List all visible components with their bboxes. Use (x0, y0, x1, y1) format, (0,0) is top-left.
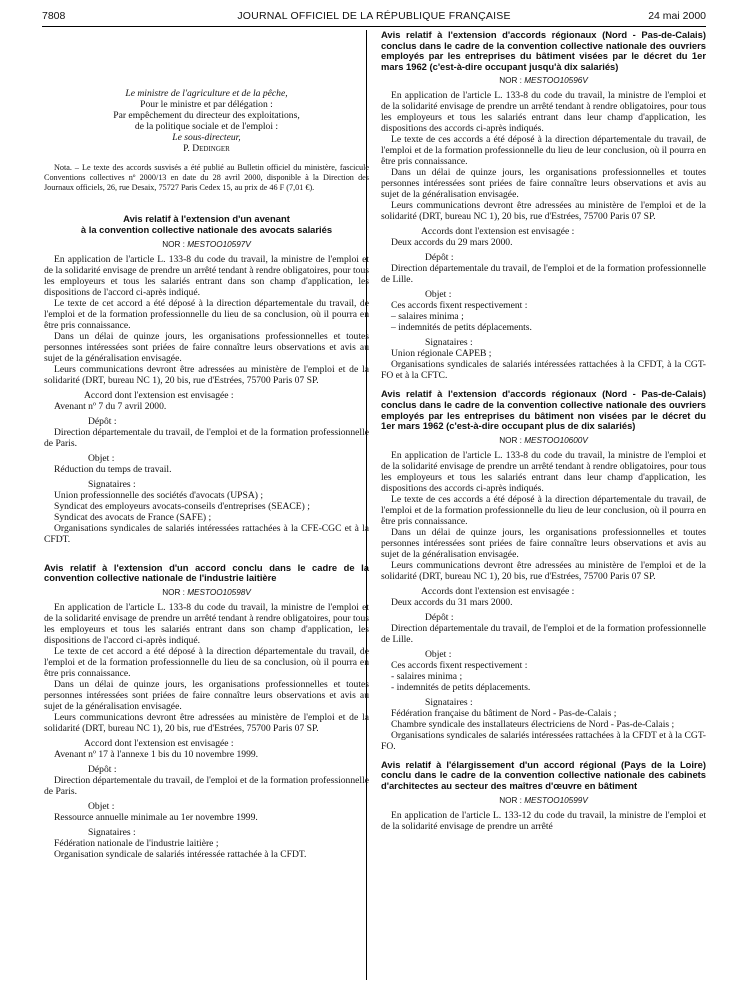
field-value: Deux accords du 31 mars 2000. (391, 596, 513, 608)
field-value: Ressource annuelle minimale au 1er novembre 1999. (54, 811, 258, 823)
paragraph: Le texte de cet accord a été déposé à la direction départementale du travail, de l'emploi et de la formation professionnelle du lieu de sa conclusion, où il pourra en être pris connaissance. (44, 297, 369, 331)
list-item: – salaires minima ; (391, 311, 464, 323)
list-item: - indemnités de petits déplacements. (391, 681, 531, 693)
field-value: Deux accords du 29 mars 2000. (391, 237, 513, 249)
header-rule (42, 26, 706, 27)
field-label: Objet : (425, 289, 452, 301)
nor-label: NOR : (499, 435, 522, 445)
nor-label: NOR : (499, 795, 522, 805)
sign-line: Par empêchement du directeur des exploitations, (113, 110, 300, 121)
field-label: Objet : (88, 452, 115, 464)
notice-industrie-laitiere (44, 563, 369, 860)
signatory: Organisations syndicales de salariés intéressées rattachées à la CFDT, à la CGT-FO et à la CFTC. (381, 359, 706, 382)
paragraph: Leurs communications devront être adressées au ministère de l'emploi et de la solidarité (DRT, bureau NC 1), 20 bis, rue d'Estrées, 75700 Paris 07 SP. (381, 559, 706, 582)
paragraph: Le texte de ces accords a été déposé à la direction départementale du travail, de l'emploi et de la formation professionnelle du lieu de leur conclusion, où il pourra en être pris connaissance. (381, 134, 706, 168)
field-label: Dépôt : (88, 415, 117, 427)
paragraph: Dans un délai de quinze jours, les organisations professionnelles et toutes personnes intéressées sont priées de faire connaître leurs observations et avis au sujet de la généralisation envisagée. (44, 330, 369, 364)
page-number: 7808 (42, 10, 66, 22)
paragraph: Le texte de ces accords a été déposé à la direction départementale du travail, de l'emploi et de la formation professionnelle du lieu de leur conclusion, où il pourra en être pris connaissance. (381, 493, 706, 527)
paragraph: Leurs communications devront être adressées au ministère de l'emploi et de la solidarité (DRT, bureau NC 1), 20 bis, rue d'Estrées, 75700 Paris 07 SP. (44, 363, 369, 386)
signatory: Organisation syndicale de salariés intéressée rattachée à la CFDT. (54, 848, 307, 860)
paragraph: Leurs communications devront être adressées au ministère de l'emploi et de la solidarité (DRT, bureau NC 1), 20 bis, rue d'Estrées, 75700 Paris 07 SP. (44, 711, 369, 734)
field-label: Objet : (88, 800, 115, 812)
paragraph: Dans un délai de quinze jours, les organisations professionnelles et toutes personnes intéressées sont priées de faire connaître leurs observations et avis au sujet de la généralisation envisagée. (44, 678, 369, 712)
field-value: Direction départementale du travail, de l'emploi et de la formation professionnelle de Lille. (381, 263, 706, 286)
nor-reference (381, 435, 706, 446)
nor-reference (44, 239, 369, 250)
list-item: - salaires minima ; (391, 670, 463, 682)
signatory: Union régionale CAPEB ; (391, 348, 492, 360)
signatory: Union professionnelle des sociétés d'avocats (UPSA) ; (54, 489, 264, 501)
page-header (42, 10, 706, 24)
field-value: Ces accords fixent respectivement : (391, 300, 528, 312)
nor-label: NOR : (162, 587, 185, 597)
notice-title: Avis relatif à l'extension d'accords régionaux (Nord - Pas-de-Calais) conclus dans le cadre de la convention collective nationale des ouvriers employés par les entreprises du bâtiment non visées par le décret du 1er mars 1962 (c'est-à-dire occupant plus de dix salariés) (381, 388, 706, 432)
signatory: Organisations syndicales de salariés intéressées rattachées à la CFE-CGC et à la CFDT. (44, 522, 369, 545)
signature-block (44, 88, 369, 154)
field-label: Accord dont l'extension est envisagée : (84, 737, 234, 749)
nor-code: MESTOO10596V (524, 76, 588, 86)
right-column (381, 30, 706, 832)
nor-code: MESTOO10598V (187, 587, 251, 597)
nor-code: MESTOO10599V (524, 795, 588, 805)
signatory: Syndicat des avocats de France (SAFE) ; (54, 511, 212, 523)
paragraph: Dans un délai de quinze jours, les organisations professionnelles et toutes personnes intéressées sont priées de faire connaître leurs observations et avis au sujet de la généralisation envisagée. (381, 167, 706, 201)
nor-label: NOR : (162, 239, 185, 249)
notice-batiment-plus-dix (381, 389, 706, 751)
nota-note: Nota. – Le texte des accords susvisés a été publié au Bulletin officiel du ministère, fascicule Conventions collectives nº 2000/13 en date du 28 avril 2000, disponible à la Direction des Journaux officiels, 26, rue Desaix, 75727 Paris Cedex 15, au prix de 46 F (7,01 €). (44, 163, 369, 192)
field-value: Direction départementale du travail, de l'emploi et de la formation professionnelle de Paris. (44, 774, 369, 797)
sign-line: Pour le ministre et par délégation : (140, 99, 273, 110)
notice-batiment-moins-dix (381, 30, 706, 381)
field-label: Dépôt : (425, 252, 454, 264)
notice-title: Avis relatif à l'extension d'un accord conclu dans le cadre de la convention collective nationale de l'industrie laitière (44, 561, 369, 584)
field-label: Signataires : (425, 696, 473, 708)
nor-code: MESTOO10600V (524, 435, 588, 445)
signatory: Fédération nationale de l'industrie laitière ; (54, 837, 219, 849)
signatory: Fédération française du bâtiment de Nord - Pas-de-Calais ; (391, 707, 617, 719)
paragraph: Le texte de cet accord a été déposé à la direction départementale du travail, de l'emploi et de la formation professionnelle du lieu de sa conclusion, où il pourra en être pris connaissance. (44, 645, 369, 679)
publication-date: 24 mai 2000 (648, 10, 706, 22)
paragraph: En application de l'article L. 133-12 du code du travail, la ministre de l'emploi et de la solidarité envisage de prendre un arrêté (381, 809, 706, 832)
paragraph: En application de l'article L. 133-8 du code du travail, la ministre de l'emploi et de la solidarité envisage de prendre un arrêté tendant à rendre obligatoires, pour tous les employeurs et tous les salariés entrant dans leur champ d'application, les dispositions des accords ci-après indiqués. (381, 449, 706, 494)
paragraph: Leurs communications devront être adressées au ministère de l'emploi et de la solidarité (DRT, bureau NC 1), 20 bis, rue d'Estrées, 75700 Paris 07 SP. (381, 200, 706, 223)
nor-reference (381, 795, 706, 806)
signatory: Syndicat des employeurs avocats-conseils d'entreprises (SEACE) ; (54, 500, 310, 512)
notice-title: Avis relatif à l'élargissement d'un accord régional (Pays de la Loire) conclu dans le cadre de la convention collective nationale des cabinets d'architectes au secteur des maîtres d'œuvre en bâtiment (381, 758, 706, 791)
field-label: Dépôt : (88, 763, 117, 775)
field-label: Signataires : (88, 478, 136, 490)
field-label: Objet : (425, 648, 452, 660)
field-value: Direction départementale du travail, de l'emploi et de la formation professionnelle de Lille. (381, 622, 706, 645)
sign-name: P. Dedinger (183, 143, 230, 154)
signatory: Chambre syndicale des installateurs électriciens de Nord - Pas-de-Calais ; (391, 718, 675, 730)
nor-label: NOR : (499, 76, 522, 86)
list-item: – indemnités de petits déplacements. (391, 322, 532, 334)
paragraph: En application de l'article L. 133-8 du code du travail, la ministre de l'emploi et de la solidarité envisage de prendre un arrêté tendant à rendre obligatoires, pour tous les employeurs et tous les salariés entrant dans son champ d'application, les dispositions de l'accord ci-après indiqué. (44, 601, 369, 646)
field-label: Accords dont l'extension est envisagée : (421, 585, 575, 597)
notice-title: à la convention collective nationale des avocats salariés (80, 223, 333, 235)
notice-title: Avis relatif à l'extension d'un avenant (123, 213, 290, 225)
paragraph: Dans un délai de quinze jours, les organisations professionnelles et toutes personnes intéressées sont priées de faire connaître leurs observations et avis au sujet de la généralisation envisagée. (381, 526, 706, 560)
field-value: Avenant nº 17 à l'annexe 1 bis du 10 novembre 1999. (54, 748, 259, 760)
notice-title: Avis relatif à l'extension d'accords régionaux (Nord - Pas-de-Calais) conclus dans le cadre de la convention collective nationale des ouvriers employés par les entreprises du bâtiment visées par le décret du 1er mars 1962 (c'est-à-dire occupant jusqu'à dix salariés) (381, 29, 706, 72)
sign-line: de la politique sociale et de l'emploi : (134, 121, 279, 132)
left-column (44, 30, 369, 860)
field-value: Avenant nº 7 du 7 avril 2000. (54, 400, 167, 412)
paragraph: En application de l'article L. 133-8 du code du travail, la ministre de l'emploi et de la solidarité envisage de prendre un arrêté tendant à rendre obligatoires, pour tous les employeurs et tous les salariés entrant dans leur champ d'application, les dispositions des accords ci-après indiqués. (381, 90, 706, 135)
journal-title: JOURNAL OFFICIEL DE LA RÉPUBLIQUE FRANÇAISE (237, 10, 511, 22)
field-label: Accord dont l'extension est envisagée : (84, 389, 234, 401)
field-value: Direction départementale du travail, de l'emploi et de la formation professionnelle de Paris. (44, 426, 369, 449)
sign-line: Le sous-directeur, (172, 132, 241, 143)
nor-reference (44, 587, 369, 598)
field-value: Ces accords fixent respectivement : (391, 659, 528, 671)
field-label: Dépôt : (425, 611, 454, 623)
signatory: Organisations syndicales de salariés intéressées rattachées à la CFDT et à la CGT-FO. (381, 729, 706, 752)
nor-reference (381, 75, 706, 86)
paragraph: En application de l'article L. 133-8 du code du travail, la ministre de l'emploi et de la solidarité envisage de prendre un arrêté tendant à rendre obligatoires, pour tous les employeurs et tous les salariés entrant dans son champ d'application, les dispositions de l'accord ci-après indiqué. (44, 253, 369, 298)
sign-line: Le ministre de l'agriculture et de la pêche, (125, 88, 288, 99)
field-label: Accords dont l'extension est envisagée : (421, 226, 575, 238)
notice-avocats (44, 214, 369, 544)
field-value: Réduction du temps de travail. (54, 463, 172, 475)
nor-code: MESTOO10597V (187, 239, 251, 249)
notice-architectes (381, 760, 706, 832)
field-label: Signataires : (88, 826, 136, 838)
field-label: Signataires : (425, 337, 473, 349)
